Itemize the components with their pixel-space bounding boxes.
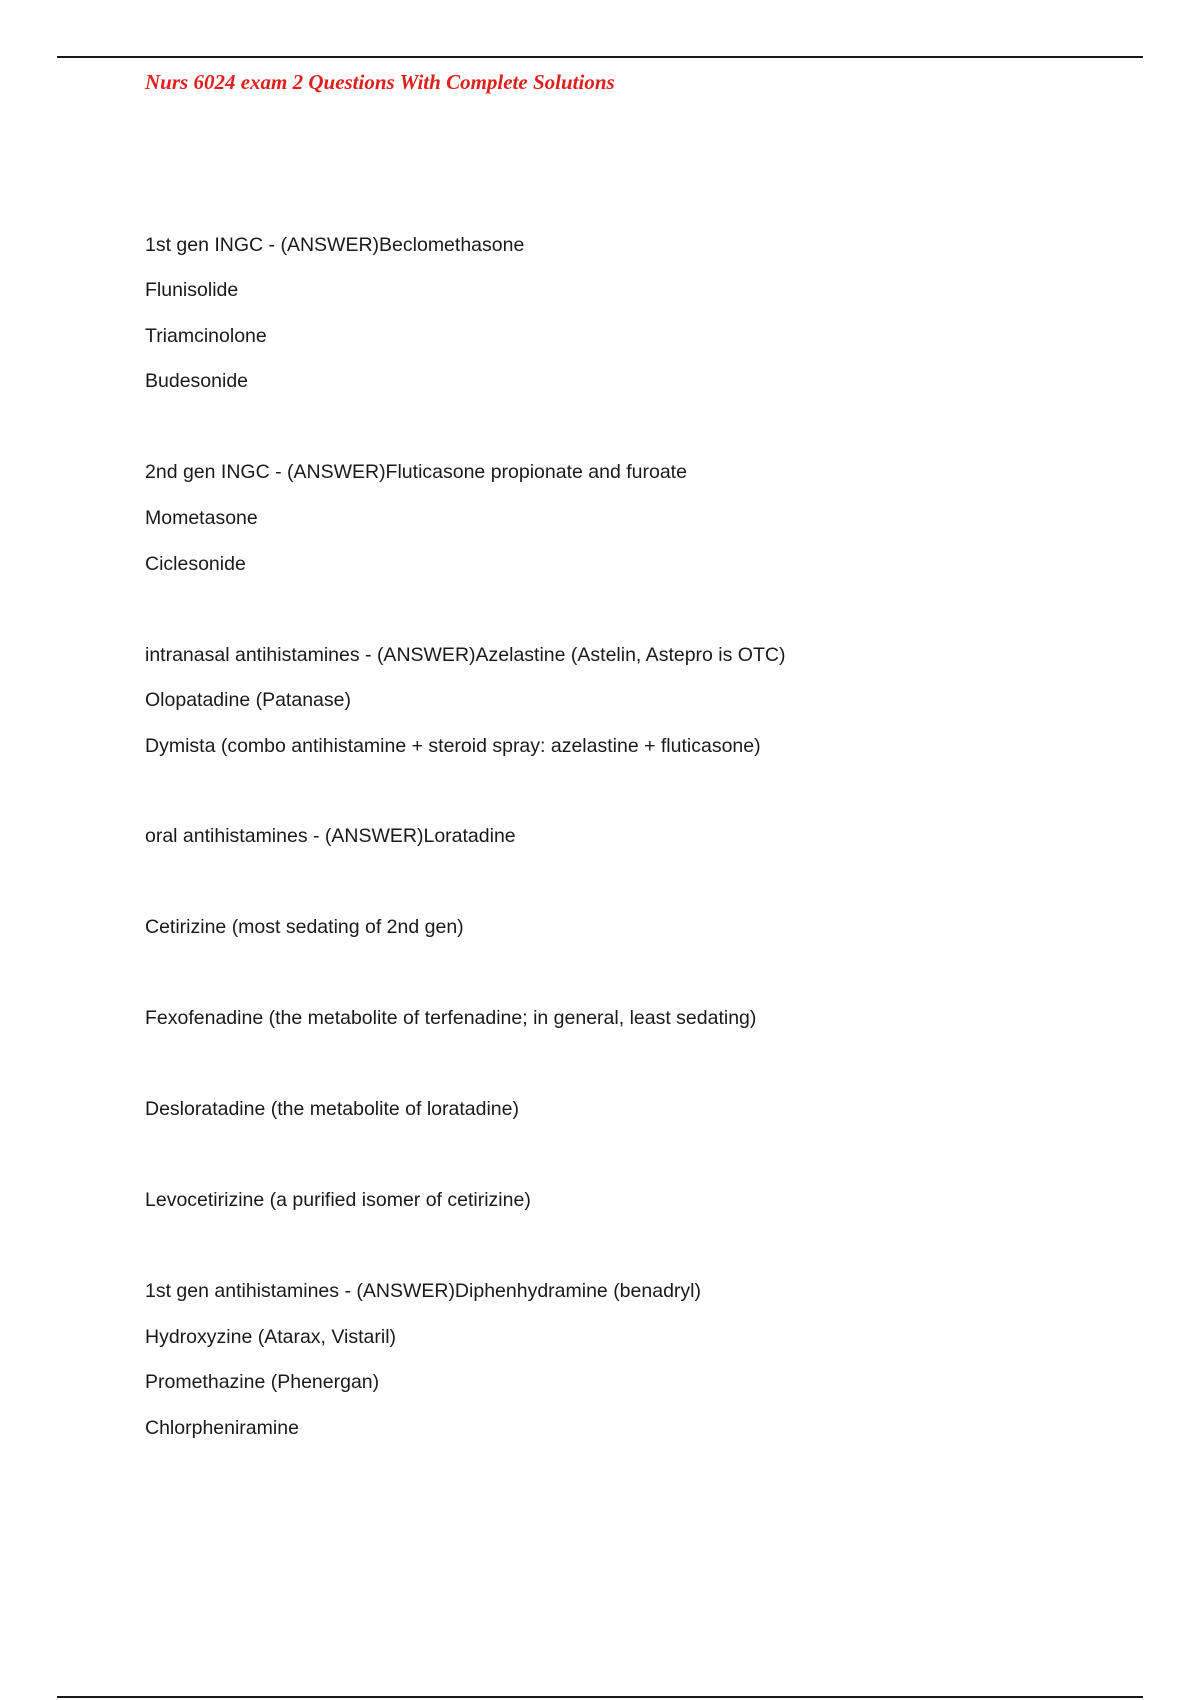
- header-rule: [57, 56, 1143, 58]
- question-1st-gen-antihistamines: 1st gen antihistamines - (ANSWER)Diphenhydramine (benadryl): [145, 1280, 701, 1302]
- footer-rule: [57, 1696, 1143, 1698]
- question-intranasal-antihistamines: intranasal antihistamines - (ANSWER)Azelastine (Astelin, Astepro is OTC): [145, 644, 786, 666]
- answer-line: Hydroxyzine (Atarax, Vistaril): [145, 1326, 397, 1348]
- answer-line: Mometasone: [145, 507, 258, 529]
- document-title: Nurs 6024 exam 2 Questions With Complete Solutions: [145, 70, 615, 94]
- answer-line: Ciclesonide: [145, 553, 246, 575]
- answer-line: Budesonide: [145, 370, 249, 392]
- question-1st-gen-ingc: 1st gen INGC - (ANSWER)Beclomethasone: [145, 234, 525, 256]
- answer-line: Flunisolide: [145, 279, 239, 301]
- answer-line: Triamcinolone: [145, 325, 267, 347]
- answer-line: Olopatadine (Patanase): [145, 689, 351, 711]
- answer-line: Dymista (combo antihistamine + steroid spray: azelastine + fluticasone): [145, 735, 761, 757]
- answer-line: Fexofenadine (the metabolite of terfenadine; in general, least sedating): [145, 1007, 757, 1029]
- answer-line: Cetirizine (most sedating of 2nd gen): [145, 916, 464, 938]
- answer-line: Desloratadine (the metabolite of loratadine): [145, 1098, 519, 1120]
- answer-line: Promethazine (Phenergan): [145, 1371, 380, 1393]
- question-2nd-gen-ingc: 2nd gen INGC - (ANSWER)Fluticasone propionate and furoate: [145, 461, 687, 483]
- question-oral-antihistamines: oral antihistamines - (ANSWER)Loratadine: [145, 825, 516, 847]
- answer-line: Chlorpheniramine: [145, 1417, 299, 1439]
- answer-line: Levocetirizine (a purified isomer of cetirizine): [145, 1189, 531, 1211]
